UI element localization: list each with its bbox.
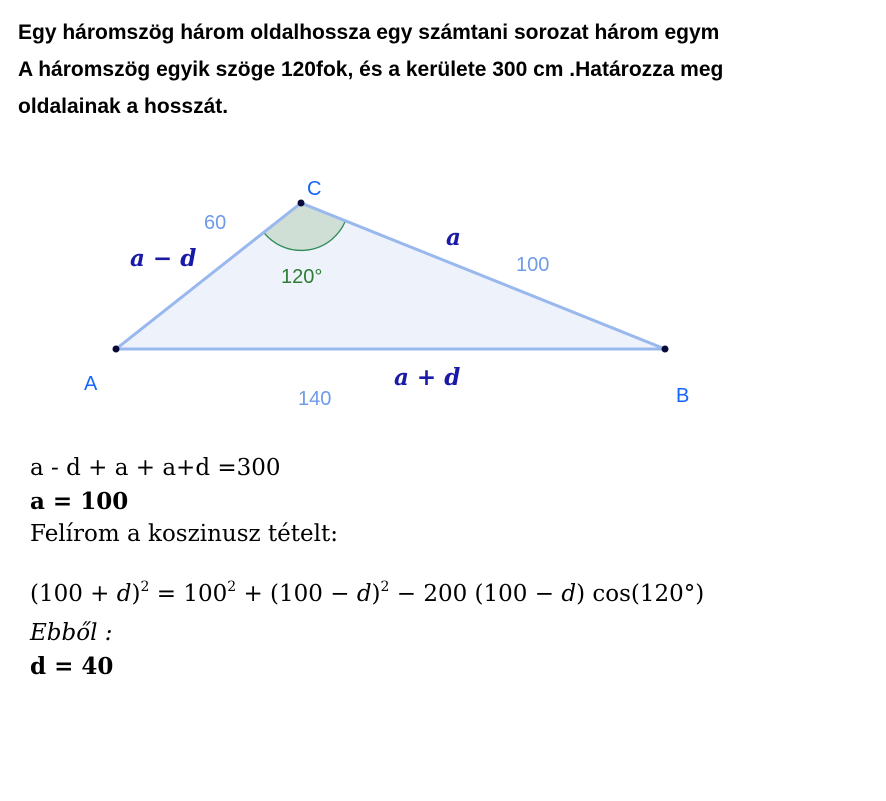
eq-var-d-3: d: [561, 581, 577, 607]
cosine-law-equation: [30, 557, 880, 617]
side-ac-label: a − d: [130, 245, 197, 272]
side-ab-label: a + d: [394, 364, 461, 391]
a-result: a = 100: [30, 488, 129, 515]
vertex-b-point: [662, 346, 669, 353]
eq-part-6: − 200 (100 −: [389, 581, 562, 607]
eq-part-3: = 100: [149, 581, 228, 607]
side-ab-value: 140: [298, 388, 332, 410]
from-this-label: Ebből :: [30, 620, 113, 646]
eq-part-2: ): [131, 581, 141, 607]
eq-part-5: ): [371, 581, 381, 607]
vertex-a-label: A: [84, 373, 98, 395]
vertex-a-point: [113, 346, 120, 353]
side-cb-label: a: [446, 224, 461, 251]
cosine-intro: Felírom a koszinusz tételt:: [30, 521, 338, 547]
side-ac-value: 60: [204, 212, 227, 234]
problem-line-2: A háromszög egyik szöge 120fok, és a kerülete 300 cm .Határozza meg: [18, 58, 724, 81]
eq-part-1: (100 +: [30, 581, 117, 607]
problem-statement: [18, 14, 886, 125]
d-result: d = 40: [30, 653, 114, 680]
vertex-c-label: C: [307, 178, 322, 200]
vertex-b-label: B: [676, 385, 690, 407]
vertex-c-point: [298, 200, 305, 207]
problem-line-1: Egy háromszög három oldalhossza egy számtani sorozat három egym: [18, 21, 720, 44]
eq-part-4: + (100 −: [236, 581, 357, 607]
eq-exp-1: 2: [140, 579, 150, 595]
eq-exp-3: 2: [380, 579, 390, 595]
eq-var-d-1: d: [116, 581, 132, 607]
side-cb-value: 100: [516, 254, 550, 276]
eq-var-d-2: d: [356, 581, 372, 607]
triangle-figure: [0, 160, 886, 430]
triangle-fill: [116, 203, 665, 349]
angle-c-label: 120°: [281, 266, 323, 288]
eq-exp-2: 2: [227, 579, 237, 595]
perimeter-equation: a - d + a + a+d =300: [30, 455, 281, 481]
problem-line-3: oldalainak a hosszát.: [18, 95, 229, 118]
solution: [30, 452, 880, 683]
eq-part-7: ) cos(120°): [576, 581, 705, 607]
